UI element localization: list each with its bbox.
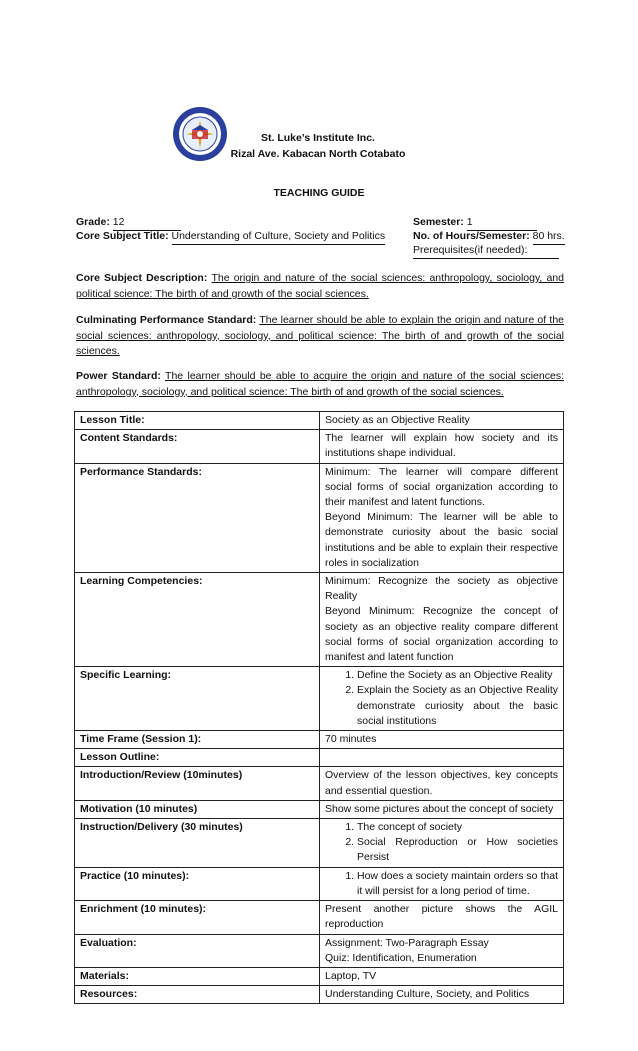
evaluation-quiz: Quiz: Identification, Enumeration [325, 951, 477, 964]
institution-header [228, 130, 408, 162]
practice-list [325, 869, 558, 899]
enrichment-value: Present another picture shows the AGIL reproduction [320, 901, 564, 934]
enrichment-label: Enrichment (10 minutes): [75, 901, 320, 934]
table-row [75, 667, 564, 731]
evaluation-value [320, 934, 564, 967]
table-row [75, 800, 564, 818]
culminating-standard [76, 313, 564, 360]
core-subject-description: Core Subject Description: The origin and nature of the social sciences: anthropology, sociology, and political science: The birth of and growth of the social sciences. [76, 272, 564, 300]
content-standards-value: The learner will explain how society and its institutions shape individual. [320, 430, 564, 463]
table-row [75, 573, 564, 667]
table-row [75, 967, 564, 985]
competencies-beyond: Beyond Minimum: Recognize the concept of society as an objective reality compare different social forms of social organization according to manifest and latent function [325, 605, 558, 664]
list-item: 1. Define the Society as an Objective Reality [357, 668, 558, 683]
performance-standards-value [320, 463, 564, 572]
table-row [75, 767, 564, 800]
list-item: 1. How does a society maintain orders so that it will persist for a long period of time. [357, 869, 558, 899]
materials-label: Materials: [75, 967, 320, 985]
semester-label: Semester: [413, 216, 464, 228]
evaluation-label: Evaluation: [75, 934, 320, 967]
performance-minimum: Minimum: The learner will compare different social forms of social organization according to their manifest and latent functions. [325, 465, 558, 509]
lesson-title-value: Society as an Objective Reality [320, 412, 564, 430]
culminating-text: The learner should be able to explain the origin and nature of the social sciences: anthropology, sociology, and political science: The birth of and growth of the social sciences. [76, 314, 564, 357]
culminating-label: Culminating Performance Standard: [76, 314, 257, 326]
lesson-outline-label: Lesson Outline: [75, 749, 320, 767]
motivation-label: Motivation (10 minutes) [75, 800, 320, 818]
list-item: 2. Explain the Society as an Objective Reality demonstrate curiosity about the basic social institutions [357, 683, 558, 729]
materials-value: Laptop, TV [320, 967, 564, 985]
practice-label: Practice (10 minutes): [75, 867, 320, 900]
table-row [75, 901, 564, 934]
grade-value: 12 [113, 215, 181, 231]
lesson-title-label: Lesson Title: [75, 412, 320, 430]
power-text: The learner should be able to acquire the origin and nature of the social sciences: anthropology, sociology, and political science: The birth of and growth of the social sciences. [76, 370, 564, 398]
list-item: 1. The concept of society [357, 820, 558, 835]
table-row [75, 731, 564, 749]
table-row [75, 986, 564, 1004]
time-frame-value: 70 minutes [320, 731, 564, 749]
hours-value: 80 hrs. [533, 229, 565, 245]
time-frame-label: Time Frame (Session 1): [75, 731, 320, 749]
grade-label: Grade: [76, 216, 110, 228]
teaching-guide-table [74, 411, 564, 1004]
institution-logo [172, 106, 228, 162]
subject-label: Core Subject Title: [76, 230, 169, 242]
table-row [75, 934, 564, 967]
instruction-value [320, 819, 564, 868]
instruction-list [325, 820, 558, 866]
lesson-outline-value [320, 749, 564, 767]
institution-address: Rizal Ave. Kabacan North Cotabato [230, 148, 406, 160]
core-label: Core Subject Description [76, 272, 204, 284]
table-row [75, 867, 564, 900]
specific-learning-list [325, 668, 558, 729]
evaluation-assignment: Assignment: Two-Paragraph Essay [325, 936, 489, 949]
subject-line [76, 229, 385, 245]
motivation-value: Show some pictures about the concept of society [320, 800, 564, 818]
learning-competencies-value [320, 573, 564, 667]
page-title: TEACHING GUIDE [273, 187, 365, 199]
table-row [75, 430, 564, 463]
introduction-label: Introduction/Review (10minutes) [75, 767, 320, 800]
prerequisites-line [413, 243, 559, 259]
introduction-value: Overview of the lesson objectives, key concepts and essential question. [320, 767, 564, 800]
resources-value: Understanding Culture, Society, and Politics [320, 986, 564, 1004]
hours-label: No. of Hours/Semester: [413, 230, 530, 242]
competencies-minimum: Minimum: Recognize the society as objective Reality [325, 575, 558, 603]
table-row [75, 412, 564, 430]
institution-name: St. Luke’s Institute Inc. [261, 132, 375, 144]
subject-value: Understanding of Culture, Society and Politics [172, 229, 386, 245]
table-row [75, 749, 564, 767]
content-standards-label: Content Standards: [75, 430, 320, 463]
performance-beyond: Beyond Minimum: The learner will be able to demonstrate curiosity about the basic social institutions and be able to explain their respective roles in socialization [325, 511, 558, 569]
specific-learning-label: Specific Learning: [75, 667, 320, 731]
prerequisites-text: Prerequisites(if needed): [413, 243, 559, 259]
power-standard [76, 369, 564, 400]
table-row [75, 819, 564, 868]
core-text: The origin and nature of the social sciences: anthropology, sociology, and political science: The birth of and growth of the social sciences. [76, 272, 564, 300]
power-label: Power Standard: [76, 370, 161, 382]
list-item: 2. Social Reproduction or How societies Persist [357, 835, 558, 865]
instruction-label: Instruction/Delivery (30 minutes) [75, 819, 320, 868]
resources-label: Resources: [75, 986, 320, 1004]
practice-value [320, 867, 564, 900]
learning-competencies-label: Learning Competencies: [75, 573, 320, 667]
table-row [75, 463, 564, 572]
semester-value: 1 [467, 215, 537, 231]
performance-standards-label: Performance Standards: [75, 463, 320, 572]
specific-learning-value [320, 667, 564, 731]
